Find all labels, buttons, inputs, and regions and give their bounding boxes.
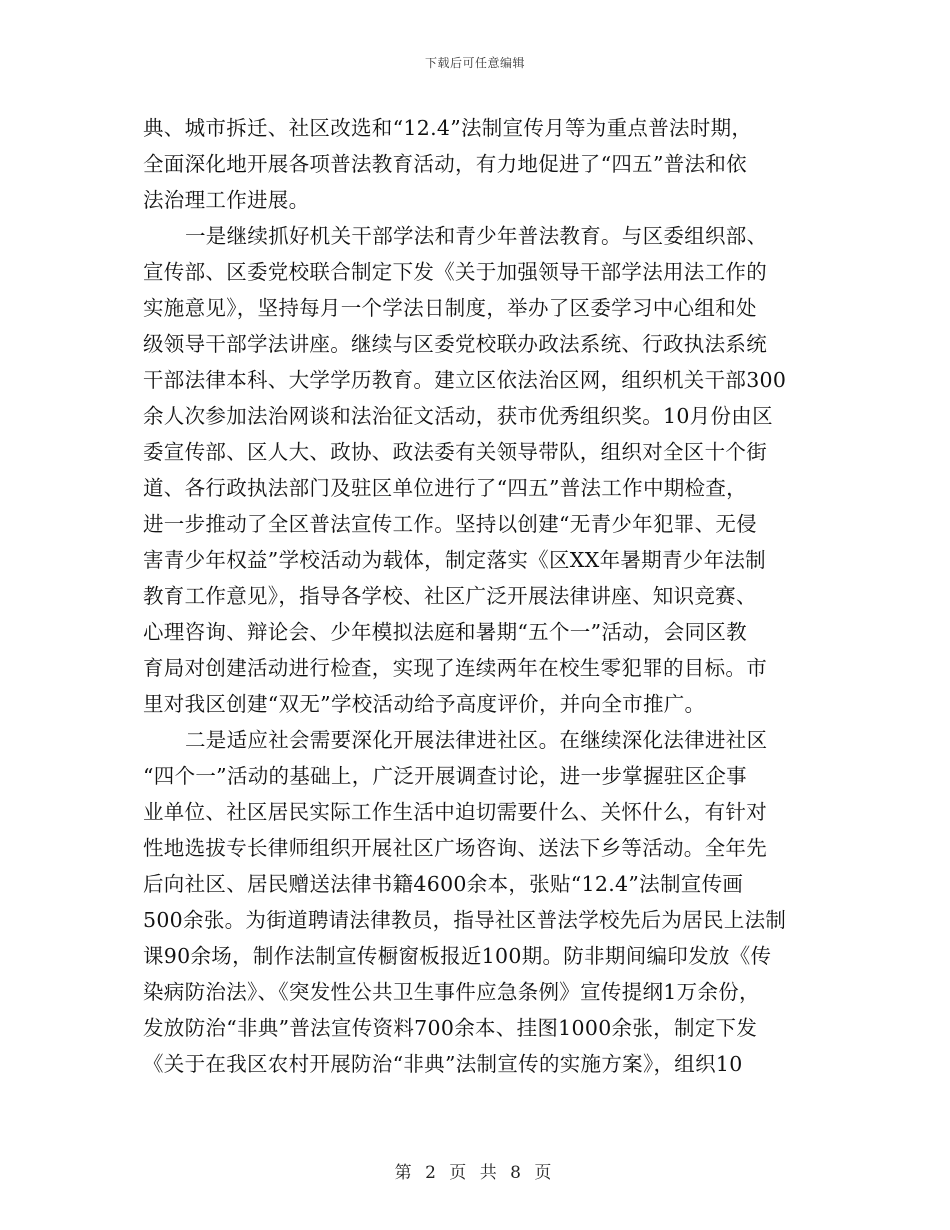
text-line: 发放防治“非典”普法宣传资料700余本、挂图1000余张，制定下发 [143, 1016, 758, 1040]
text-line: 道、各行政执法部门及驻区单位进行了“四五”普法工作中期检查， [143, 476, 747, 500]
text-line: 余人次参加法治网谈和法治征文活动，获市优秀组织奖。10月份由区 [143, 404, 773, 428]
text-line: 委宣传部、区人大、政协、政法委有关领导带队，组织对全区十个街 [143, 440, 767, 464]
text-line: 典、城市拆迁、社区改选和“12.4”法制宣传月等为重点普法时期， [143, 116, 753, 140]
text-line: 干部法律本科、大学学历教育。建立区依法治区网，组织机关干部300 [143, 368, 787, 392]
text-line: 实施意见》，坚持每月一个学法日制度，举办了区委学习中心组和处 [143, 296, 757, 320]
text-line: 里对我区创建“双无”学校活动给予高度评价，并向全市推广。 [143, 692, 706, 716]
text-line: 后向社区、居民赠送法律书籍4600余本，张贴“12.4”法制宣传画 [143, 872, 744, 896]
text-line: 教育工作意见》，指导各学校、社区广泛开展法律讲座、知识竞赛、 [143, 584, 757, 608]
text-line: 500余张。为街道聘请法律教员，指导社区普法学校先后为居民上法制 [143, 908, 787, 932]
text-line: “四个一”活动的基础上，广泛开展调查讨论，进一步掌握驻区企事 [143, 764, 747, 788]
text-line: 育局对创建活动进行检查，实现了连续两年在校生零犯罪的目标。市 [143, 656, 767, 680]
text-line: 全面深化地开展各项普法教育活动，有力地促进了“四五”普法和依 [143, 152, 747, 176]
text-line: 进一步推动了全区普法宣传工作。坚持以创建“无青少年犯罪、无侵 [143, 512, 757, 536]
page-header: 下载后可任意编辑 [424, 56, 525, 70]
page-number-footer: 第 2 页 共 8 页 [394, 1163, 556, 1183]
text-line: 业单位、社区居民实际工作生活中迫切需要什么、关怀什么，有针对 [143, 800, 767, 824]
paragraph-start-line: 一是继续抓好机关干部学法和青少年普法教育。与区委组织部、 [185, 224, 768, 248]
document-body [143, 110, 807, 1082]
paragraph-start-line: 二是适应社会需要深化开展法律进社区。在继续深化法律进社区 [185, 728, 768, 752]
text-line: 《关于在我区农村开展防治“非典”法制宣传的实施方案》，组织10 [143, 1052, 743, 1076]
text-line: 染病防治法》、《突发性公共卫生事件应急条例》宣传提纲1万余份， [143, 980, 760, 1004]
text-line: 心理咨询、辩论会、少年模拟法庭和暑期“五个一”活动，会同区教 [143, 620, 747, 644]
text-line: 级领导干部学法讲座。继续与区委党校联办政法系统、行政执法系统 [143, 332, 767, 356]
text-line: 害青少年权益”学校活动为载体，制定落实《区XX年暑期青少年法制 [143, 548, 766, 572]
text-line: 课90余场，制作法制宣传橱窗板报近100期。防非期间编印发放《传 [143, 944, 772, 968]
text-line: 法治理工作进展。 [143, 188, 310, 212]
text-line: 性地选拔专长律师组织开展社区广场咨询、送法下乡等活动。全年先 [143, 836, 767, 860]
text-line: 宣传部、区委党校联合制定下发《关于加强领导干部学法用法工作的 [143, 260, 767, 284]
